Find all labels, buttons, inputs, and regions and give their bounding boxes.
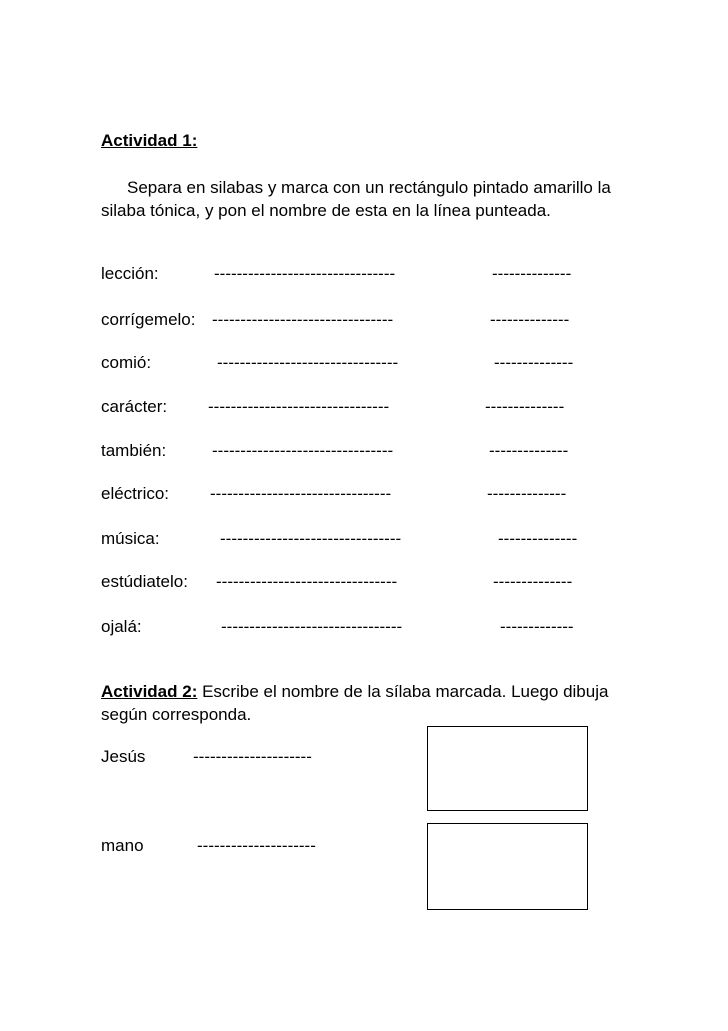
tonic-syllable-line: -------------- (485, 397, 565, 416)
activity-1-heading: Actividad 1: (101, 131, 198, 150)
syllable-division-line: -------------------------------- (217, 353, 399, 372)
activity-2-instructions: Escribe el nombre de la sílaba marcada. Luego dibuja según corresponda. (101, 682, 609, 724)
tonic-syllable-line: ------------- (500, 617, 574, 636)
syllable-name-line: --------------------- (193, 747, 312, 766)
drawing-box[interactable] (427, 823, 588, 910)
word-label: música: (101, 529, 160, 548)
syllable-division-line: -------------------------------- (212, 310, 394, 329)
word-label: estúdiatelo: (101, 572, 188, 591)
syllable-division-line: -------------------------------- (220, 529, 402, 548)
syllable-division-line: -------------------------------- (210, 484, 392, 503)
tonic-syllable-line: -------------- (490, 310, 570, 329)
word-label: mano (101, 836, 144, 855)
tonic-syllable-line: -------------- (498, 529, 578, 548)
syllable-division-line: -------------------------------- (221, 617, 403, 636)
syllable-division-line: -------------------------------- (212, 441, 394, 460)
syllable-name-line: --------------------- (197, 836, 316, 855)
word-label: eléctrico: (101, 484, 170, 503)
activity-2-heading: Actividad 2: (101, 682, 198, 701)
syllable-division-line: -------------------------------- (214, 264, 396, 283)
syllable-division-line: -------------------------------- (216, 572, 398, 591)
tonic-syllable-line: -------------- (489, 441, 569, 460)
word-label: comió: (101, 353, 152, 372)
syllable-division-line: -------------------------------- (208, 397, 390, 416)
tonic-syllable-line: -------------- (492, 264, 572, 283)
word-label: corrígemelo: (101, 310, 196, 329)
tonic-syllable-line: -------------- (494, 353, 574, 372)
drawing-box[interactable] (427, 726, 588, 811)
word-label: también: (101, 441, 167, 460)
tonic-syllable-line: -------------- (487, 484, 567, 503)
word-label: carácter: (101, 397, 168, 416)
word-label: ojalá: (101, 617, 142, 636)
tonic-syllable-line: -------------- (493, 572, 573, 591)
word-label: lección: (101, 264, 159, 283)
activity-2-intro (101, 680, 621, 726)
word-label: Jesús (101, 747, 146, 766)
activity-1-instructions: Separa en silabas y marca con un rectángulo pintado amarillo la silaba tónica, y pon el nombre de esta en la línea punteada. (101, 178, 611, 220)
